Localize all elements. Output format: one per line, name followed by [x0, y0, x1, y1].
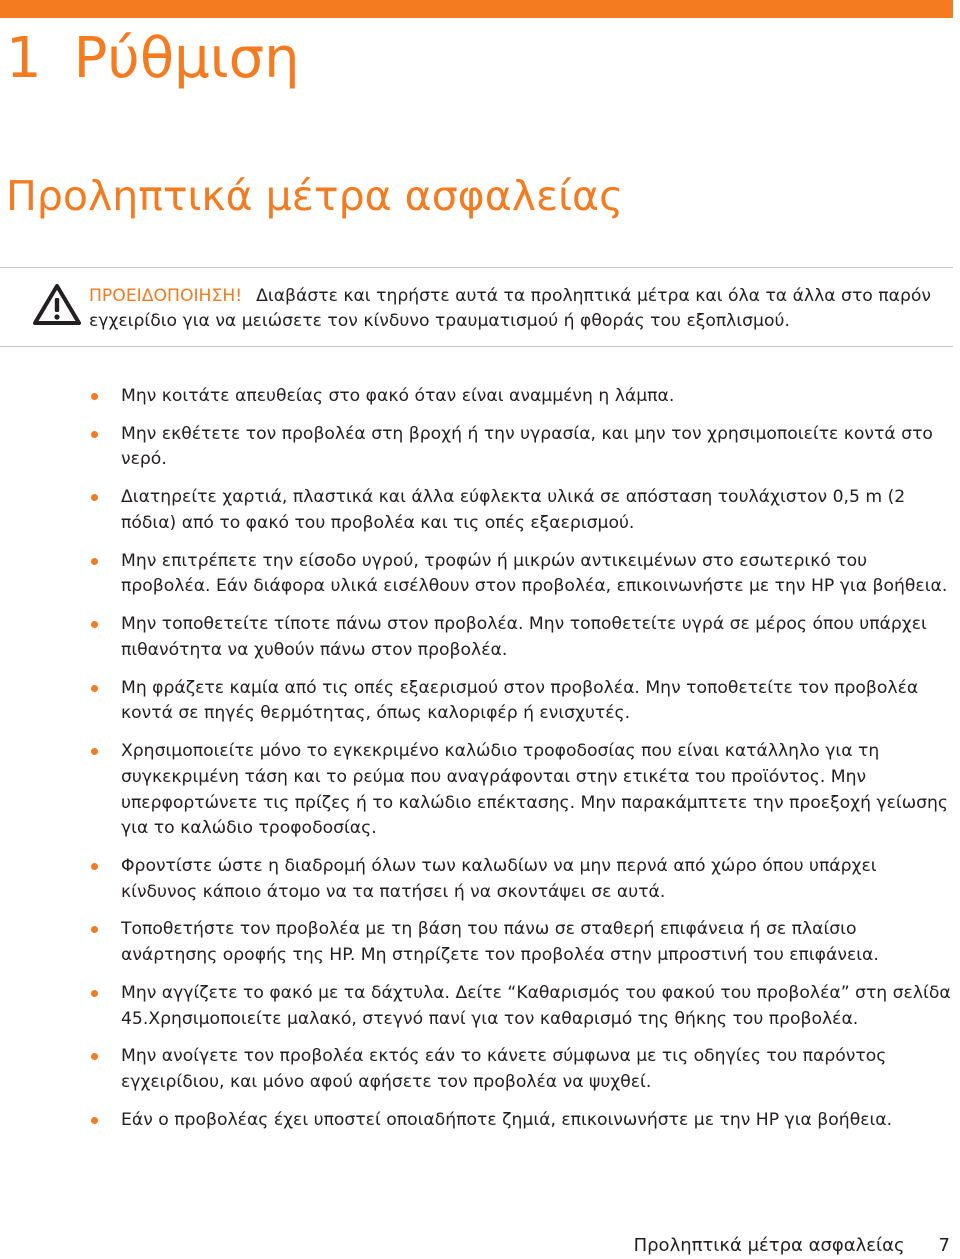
list-item [0, 485, 960, 536]
bullet-icon [91, 990, 98, 997]
list-item [0, 1108, 960, 1134]
warning-notice [89, 284, 949, 334]
footer-section-title: Προληπτικά μέτρα ασφαλείας [633, 1235, 905, 1256]
bullet-icon [91, 393, 98, 400]
list-item [0, 676, 960, 727]
list-item-text: Διατηρείτε χαρτιά, πλαστικά και άλλα εύφλεκτα υλικά σε απόσταση τουλάχιστον 0,5 m (2 πόδια) από το φακό του προβολέα και τις οπές εξαερισμού. [121, 487, 906, 533]
list-item [0, 549, 960, 600]
bullet-icon [91, 431, 98, 438]
bullet-icon [91, 748, 98, 755]
list-item-text: Τοποθετήστε τον προβολέα με τη βάση του πάνω σε σταθερή επιφάνεια ή σε πλαίσιο ανάρτησης οροφής της HP. Μη στηρίζετε τον προβολέα στην μπροστινή του επιφάνεια. [121, 919, 879, 966]
list-item-text: Μην τοποθετείτε τίποτε πάνω στον προβολέα. Μην τοποθετείτε υγρά σε μέρος όπου υπάρχει πιθανότητα να χυθούν πάνω στον προβολέα. [121, 614, 927, 660]
warning-triangle-icon [33, 284, 81, 326]
list-item-text: Μην αγγίζετε το φακό με τα δάχτυλα. Δείτε “Καθαρισμός του φακού του προβολέα” στη σελίδα 45.Χρησιμοποιείτε μαλακό, στεγνό πανί για τον καθαρισμό της θήκης του προβολέα. [121, 982, 951, 1029]
bullet-icon [91, 863, 98, 870]
list-item [0, 1044, 960, 1095]
warning-label: ΠΡΟΕΙΔΟΠΟΙΗΣΗ! [89, 286, 243, 306]
list-item-text: Χρησιμοποιείτε μόνο το εγκεκριμένο καλώδιο τροφοδοσίας που είναι κατάλληλο για τη συγκεκριμένη τάση και το ρεύμα που αναγράφονται στην ετικέτα του προϊόντος. Μην υπερφορτώνετε τις πρίζες ή το καλώδιο επέκτασης. Μην παρακάμπτετε την προεξοχή γείωσης για το καλώδιο τροφοδοσίας. [121, 741, 949, 839]
list-item-text: Εάν ο προβολέας έχει υποστεί οποιαδήποτε ζημιά, επικοινωνήστε με την HP για βοήθεια. [121, 1109, 893, 1130]
list-item [0, 917, 960, 968]
bullet-icon [91, 685, 98, 692]
list-item [0, 981, 960, 1032]
safety-precautions-list [0, 384, 960, 1146]
list-item [0, 384, 960, 410]
list-item-text: Μην επιτρέπετε την είσοδο υγρού, τροφών ή μικρών αντικειμένων στο εσωτερικό του προβολέα. Εάν διάφορα υλικά εισέλθουν στον προβολέα, επικοινωνήστε με την HP για βοήθεια. [121, 550, 948, 597]
list-item [0, 854, 960, 905]
bullet-icon [91, 558, 98, 565]
chapter-number: 1 [6, 26, 42, 91]
list-item [0, 612, 960, 663]
warning-top-divider [0, 267, 953, 268]
warning-bottom-divider [0, 346, 953, 347]
list-item-text: Φροντίστε ώστε η διαδρομή όλων των καλωδίων να μην περνά από χώρο όπου υπάρχει κίνδυνος κάποιο άτομο να τα πατήσει ή να σκοντάψει σε αυτά. [121, 855, 877, 902]
bullet-icon [91, 1053, 98, 1060]
list-item [0, 739, 960, 841]
page-footer [634, 1234, 950, 1258]
bullet-icon [91, 621, 98, 628]
section-title: Προληπτικά μέτρα ασφαλείας [6, 172, 624, 220]
list-item-text: Μην ανοίγετε τον προβολέα εκτός εάν το κάνετε σύμφωνα με τις οδηγίες του παρόντος εγχειρίδιου, και μόνο αφού αφήσετε τον προβολέα να ψυχθεί. [121, 1046, 887, 1093]
bullet-icon [91, 494, 98, 501]
header-accent-bar [0, 0, 953, 18]
bullet-icon [91, 1117, 98, 1124]
list-item-text: Μην εκθέτετε τον προβολέα στη βροχή ή την υγρασία, και μην τον χρησιμοποιείτε κοντά στο νερό. [121, 423, 933, 470]
list-item-text: Μην κοιτάτε απευθείας στο φακό όταν είναι αναμμένη η λάμπα. [121, 386, 675, 406]
page-number: 7 [938, 1235, 950, 1256]
list-item-text: Μη φράζετε καμία από τις οπές εξαερισμού στον προβολέα. Μην τοποθετείτε τον προβολέα κοντά σε πηγές θερμότητας, όπως καλοριφέρ ή ενισχυτές. [121, 677, 919, 724]
chapter-title [6, 24, 300, 94]
list-item [0, 422, 960, 473]
chapter-title-text: Ρύθμιση [73, 26, 300, 91]
warning-text: Διαβάστε και τηρήστε αυτά τα προληπτικά μέτρα και όλα τα άλλα στο παρόν εγχειρίδιο για να μειώσετε τον κίνδυνο τραυματισμού ή φθοράς του εξοπλισμού. [89, 286, 931, 331]
bullet-icon [91, 926, 98, 933]
